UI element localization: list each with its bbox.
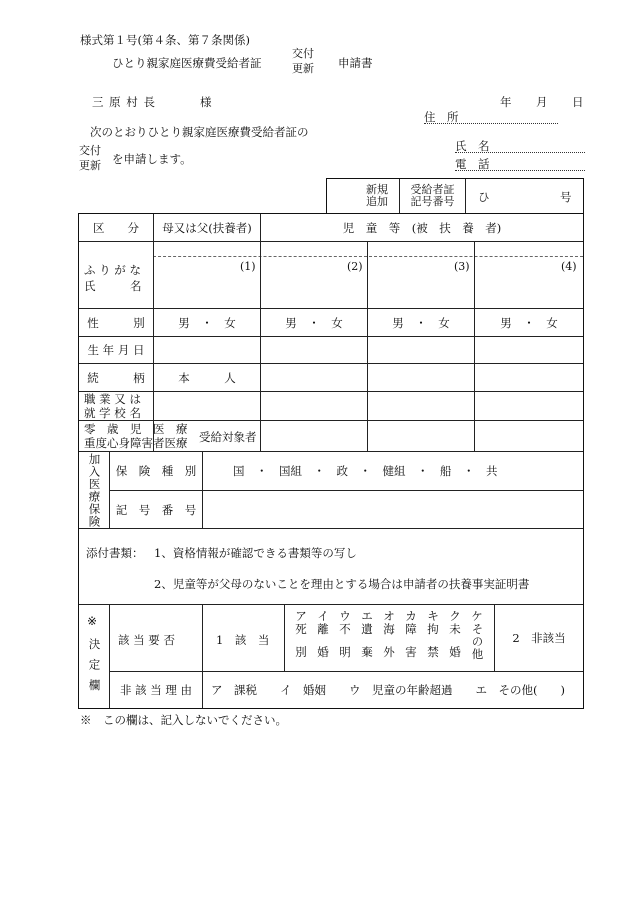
intro-option-renew: 更新: [79, 159, 101, 172]
reason-i[interactable]: [314, 610, 332, 661]
attachment-2: 2、児童等が父母のないことを理由とする場合は申請者の扶養事実証明書: [154, 577, 530, 591]
reason-char: 不: [339, 622, 351, 636]
reason-ki[interactable]: [424, 610, 442, 661]
date-year: 年: [500, 95, 512, 109]
reason-u[interactable]: [336, 610, 354, 661]
intro-options: [79, 143, 101, 173]
reason-char: 別: [295, 645, 307, 659]
reason-char: 未: [449, 622, 461, 636]
insurance-type-label: 保 険 種 別: [115, 464, 197, 478]
addressee-honorific: 様: [200, 95, 212, 109]
infant-line2: 重度心身障害者医療: [84, 436, 188, 450]
occupation-label: [84, 392, 141, 420]
eligibility-label: 該 当 要 否: [118, 633, 175, 647]
reason-o[interactable]: [380, 610, 398, 661]
occupation-line2: 就 学 校 名: [84, 406, 141, 420]
reason-char: 離: [317, 622, 329, 636]
reason-char: 棄: [361, 645, 373, 659]
status-new-add[interactable]: [327, 179, 399, 213]
child-number-1: (1): [240, 260, 256, 273]
cert-number-label: [400, 179, 465, 213]
decision-label: 決定欄: [87, 638, 102, 700]
title-suffix: 申請書: [338, 56, 373, 70]
applicant-address-label: 住 所: [424, 110, 459, 124]
reason-char: 障: [405, 622, 417, 636]
addressee-name: 三 原 村 長: [92, 95, 156, 109]
reason-letter: ク: [449, 609, 461, 623]
child-number-3: (3): [454, 260, 470, 273]
reason-letter: イ: [317, 609, 329, 623]
reason-char: 害: [405, 645, 417, 659]
reason-ke[interactable]: [468, 610, 486, 661]
attachments-label: 添付書類：: [86, 546, 144, 560]
eligible-option[interactable]: 1 該 当: [216, 633, 270, 647]
form-title: ひとり親家庭医療費受給者証: [112, 56, 262, 70]
reason-char: 婚: [449, 645, 461, 659]
reason-letter: エ: [361, 609, 373, 623]
sex-label: 性 別: [87, 315, 145, 330]
title-option-issue: 交付: [292, 47, 314, 60]
reason-char: 海: [383, 622, 395, 636]
intro-line2: を申請します。: [112, 152, 192, 166]
relation-label: 続 柄: [87, 370, 145, 385]
child-number-2: (2): [347, 260, 363, 273]
applicant-name-label: 氏 名: [455, 139, 490, 153]
reason-char: 拘: [427, 622, 439, 636]
reason-letter: ケ: [471, 609, 483, 623]
dob-label: 生 年 月 日: [87, 343, 145, 357]
insurance-section-label: 加入医療保険: [87, 452, 102, 528]
furigana-label: ふ り が な: [84, 263, 141, 277]
reason-char: 婚: [317, 645, 329, 659]
division-label: 区 分: [93, 220, 139, 235]
infant-target-label: 受給対象者: [199, 430, 257, 444]
name-label: 氏 名: [84, 279, 142, 293]
insurance-number-input[interactable]: [210, 496, 570, 522]
eligible-reasons: [292, 610, 486, 661]
infant-medical-label: [84, 422, 188, 450]
applicant-name-field[interactable]: [455, 138, 585, 153]
status-add: 追加: [366, 195, 388, 208]
reason-char: 明: [339, 645, 351, 659]
insurance-number-label: 記 号 番 号: [115, 502, 197, 517]
reason-char: 死: [295, 622, 307, 636]
date-day: 日: [572, 95, 584, 109]
reason-letter: ア: [295, 609, 307, 623]
non-eligible-reasons[interactable]: ア 課税 イ 婚姻 ウ 児童の年齢超過 エ その他( ): [211, 683, 565, 697]
occupation-line1: 職 業 又 は: [84, 392, 141, 406]
footer-note: ※ この欄は、記入しないでください。: [80, 713, 287, 727]
intro-line1: 次のとおりひとり親家庭医療費受給者証の: [90, 125, 309, 139]
reason-char: 外: [383, 645, 395, 659]
attachment-1: 1、資格情報が確認できる書類等の写し: [154, 546, 357, 560]
cert-prefix: ひ: [478, 190, 490, 204]
reason-letter: カ: [405, 609, 417, 623]
child-number-4: (4): [561, 260, 577, 273]
infant-line1: 零 歳 児 医 療: [84, 422, 188, 436]
reason-ku[interactable]: [446, 610, 464, 661]
reason-letter: ウ: [339, 609, 351, 623]
insurance-type-options[interactable]: 国 ・ 国組 ・ 政 ・ 健組 ・ 船 ・ 共: [233, 464, 498, 478]
applicant-address-field[interactable]: [424, 109, 558, 124]
child-column-header: 児 童 等 (被 扶 養 者): [342, 220, 502, 235]
relation-self: 本 人: [178, 370, 236, 385]
name-row-label: [84, 262, 142, 294]
reason-a[interactable]: [292, 610, 310, 661]
reason-e[interactable]: [358, 610, 376, 661]
cert-label-line2: 記号番号: [410, 195, 455, 208]
title-options: [292, 46, 314, 76]
date-month: 月: [536, 95, 548, 109]
title-option-renew: 更新: [292, 62, 314, 75]
not-eligible-option[interactable]: 2 非該当: [512, 631, 566, 645]
form-number: 様式第１号(第４条、第７条関係): [80, 33, 250, 47]
decision-mark: ※: [87, 614, 98, 628]
cert-label-line1: 受給者証: [410, 183, 455, 196]
sex-child-1[interactable]: 男 ・ 女: [285, 315, 343, 330]
reason-char: 遺: [361, 622, 373, 636]
sex-child-3[interactable]: 男 ・ 女: [500, 315, 558, 330]
intro-option-issue: 交付: [79, 144, 101, 157]
status-new: 新規: [366, 183, 388, 196]
reason-ka[interactable]: [402, 610, 420, 661]
applicant-phone-label: 電 話: [455, 157, 490, 171]
reason-letter: キ: [427, 609, 439, 623]
parent-column-header: 母又は父(扶養者): [162, 220, 252, 235]
reason-letter: オ: [383, 609, 395, 623]
non-eligible-reason-label: 非 該 当 理 由: [119, 683, 193, 697]
sex-child-2[interactable]: 男 ・ 女: [392, 315, 450, 330]
cert-suffix: 号: [560, 190, 572, 204]
sex-parent[interactable]: 男 ・ 女: [178, 315, 236, 330]
cert-number-input[interactable]: [490, 184, 555, 206]
reason-char: 禁: [427, 645, 439, 659]
applicant-phone-field[interactable]: [455, 156, 585, 171]
reason-other: その他: [470, 623, 485, 661]
